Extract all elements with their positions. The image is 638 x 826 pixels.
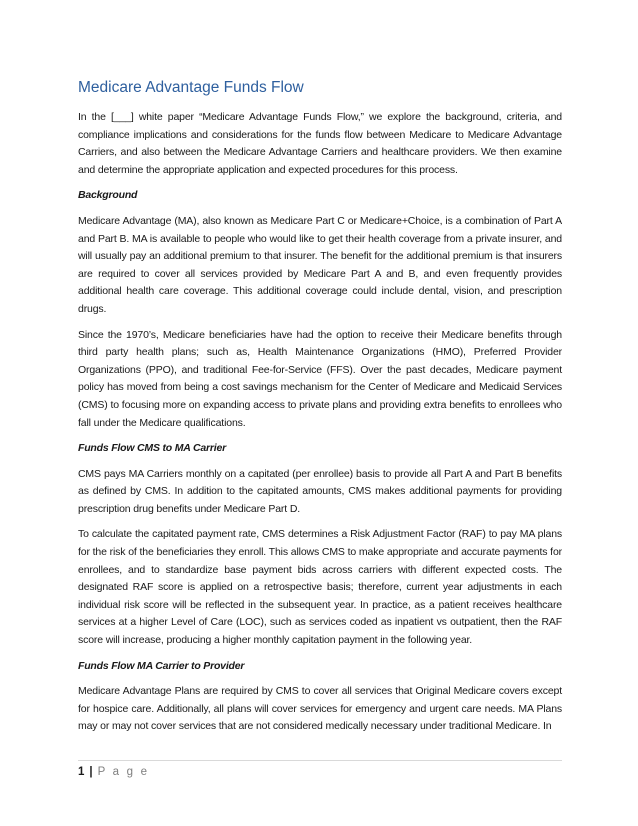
body-paragraph: Since the 1970’s, Medicare beneficiaries have had the option to receive their Medicare benefits through third party health plans; such as, Health Maintenance Organizations (HMO), Preferred Provider Organizations (PPO), and traditional Fee-for-Service (FFS). Over the past decades, Medicare payment policy has moved from being a cost savings mechanism for the Center of Medicare and Medicaid Services (CMS) to focusing more on expanding access to private plans and providing extra benefits to enrollees who fall under the Medicare qualifications. (78, 328, 562, 429)
body-paragraph: CMS pays MA Carriers monthly on a capitated (per enrollee) basis to provide all Part A and Part B benefits as defined by CMS. In addition to the capitated amounts, CMS makes additional payments for providing prescription drug benefits under Medicare Part D. (78, 467, 562, 515)
section-funds-flow-cms-to-ma-carrier (78, 440, 562, 650)
footer-separator: | (89, 766, 93, 778)
body-paragraph: Medicare Advantage Plans are required by CMS to cover all services that Original Medicare covers except for hospice care. Additionally, all plans will cover services for emergency and urgent care needs. MA Plans may or may not cover services that are not considered medically necessary under traditional Medicare. In (78, 685, 562, 733)
page-label: P a g e (97, 766, 150, 778)
section-heading: Background (78, 189, 138, 202)
section-background (78, 187, 562, 432)
page-footer (78, 764, 149, 780)
section-funds-flow-ma-carrier-to-provider (78, 658, 562, 736)
intro-paragraph: In the [___] white paper “Medicare Advantage Funds Flow,” we explore the background, criteria, and compliance implications and considerations for the funds flow between Medicare to Medicare Advantage Carriers, and also between the Medicare Advantage Carriers and healthcare providers. We then examine and determine the appropriate application and expected procedures for this process. (78, 111, 562, 176)
footer-divider (78, 760, 562, 761)
body-paragraph: Medicare Advantage (MA), also known as Medicare Part C or Medicare+Choice, is a combination of Part A and Part B. MA is available to people who would like to get their health coverage from a private insurer, and will usually pay an additional premium to that insurer. The benefit for the additional premium is that insurers are required to cover all services provided by Medicare Part A and B, and even frequently provides additional health care coverage. This additional coverage could include dental, vision, and prescription drugs. (78, 214, 562, 315)
document-title: Medicare Advantage Funds Flow (78, 79, 304, 96)
document-body (78, 78, 562, 744)
body-paragraph: To calculate the capitated payment rate, CMS determines a Risk Adjustment Factor (RAF) to pay MA plans for the risk of the beneficiaries they enroll. This allows CMS to make appropriate and accurate payments for enrollees, and to standardize base payment bids across carriers with different expected costs. The designated RAF score is applied on a retrospective basis; therefore, current year adjustments in each individual risk score will be reflected in the subsequent year. In practice, as a patient receives healthcare services at a higher Level of Care (LOC), such as services coded as inpatient vs outpatient, then the RAF score will increase, producing a higher monthly capitation payment in the following year. (78, 528, 562, 647)
page-number: 1 (78, 766, 85, 778)
section-heading: Funds Flow CMS to MA Carrier (78, 442, 227, 455)
section-heading: Funds Flow MA Carrier to Provider (78, 659, 245, 672)
